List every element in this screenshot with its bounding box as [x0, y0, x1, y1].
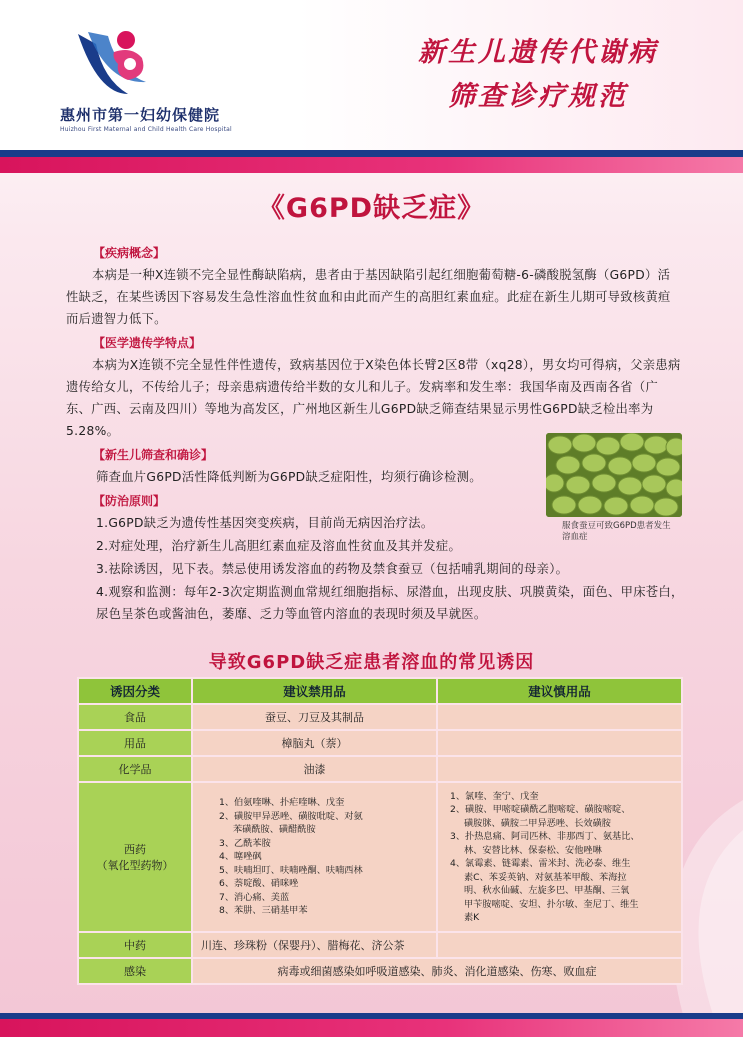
table-header: 建议禁用品 — [192, 678, 437, 704]
table-row — [78, 704, 682, 730]
table-title: 导致G6PD缺乏症患者溶血的常见诱因 — [208, 652, 535, 673]
table-row-infection — [78, 958, 682, 984]
list-item: 2、磺胺甲异恶唑、磺胺吡啶、对氨 — [219, 810, 363, 822]
row-caution — [437, 756, 682, 782]
list-item: 磺胺脒、磺胺二甲异恶唑、长效磺胺 — [464, 817, 611, 829]
main-title: 《G6PD缺乏症》 — [257, 193, 486, 224]
hospital-logo-icon — [68, 24, 158, 102]
list-item: 6、萘啶酸、硝咪唑 — [219, 878, 299, 890]
table-header: 建议慎用品 — [437, 678, 682, 704]
list-item: 林、安替比林、保泰松、安他唑啉 — [464, 844, 602, 856]
hospital-name: 惠州市第一妇幼保健院 — [60, 106, 221, 124]
row-caution — [437, 704, 682, 730]
table-row-western — [78, 782, 682, 932]
list-item: 4、氯霉素、链霉素、雷米封、洗必泰、维生 — [450, 858, 631, 869]
section-heading-screening: 【新生儿筛查和确诊】 — [93, 448, 214, 462]
table-row-tcm — [78, 932, 682, 958]
row-category: 化学品 — [78, 756, 192, 782]
section-heading-prevention: 【防治原则】 — [93, 494, 166, 508]
list-item: 素C、苯妥英钠、对氨基苯甲酸、苯海拉 — [464, 871, 627, 883]
section-body-concept: 本病是一种X连锁不完全显性酶缺陷病，患者由于基因缺陷引起红细胞葡萄糖-6-磷酸脱氢酶（G6PD）活性缺乏，在某些诱因下容易发生急性溶血性贫血和由此而产生的高胆红素血症。此症在新生儿期可导致核黄疸而后遗智力低下。 — [66, 268, 671, 326]
western-banned-cell — [192, 782, 437, 932]
table-header: 诱因分类 — [78, 678, 192, 704]
fava-beans-photo — [546, 433, 682, 517]
causes-table — [77, 677, 683, 985]
list-item: 1、氯喹、奎宁、戊奎 — [450, 790, 539, 802]
row-banned: 蚕豆、刀豆及其制品 — [192, 704, 437, 730]
row-banned: 川连、珍珠粉（保婴丹）、腊梅花、济公茶 — [192, 932, 437, 958]
row-banned: 樟脑丸（萘） — [192, 730, 437, 756]
prevention-item-4: 4.观察和监测：每年2-3次定期监测血常规红细胞指标、尿潜血，出现皮肤、巩膜黄染，面色、甲床苍白，尿色呈茶色或酱油色，萎靡、乏力等血管内溶血的表现时须及早就医。 — [96, 585, 684, 621]
header-stripe-blue — [0, 150, 743, 157]
row-category: 感染 — [78, 958, 192, 984]
list-item: 苯磺酰胺、磺醋酰胺 — [233, 824, 316, 836]
western-sublabel: （氧化型药物） — [96, 859, 174, 872]
prevention-item-2: 2.对症处理，治疗新生儿高胆红素血症及溶血性贫血及其并发症。 — [96, 539, 462, 553]
list-item: 素K — [464, 912, 480, 923]
row-category: 中药 — [78, 932, 192, 958]
list-item: 4、噻唑砜 — [219, 851, 262, 863]
row-banned: 油漆 — [192, 756, 437, 782]
table-row — [78, 730, 682, 756]
list-item: 甲苄胺嘧啶、安坦、扑尔敏、奎尼丁、维生 — [464, 898, 639, 910]
photo-caption: 服食蚕豆可致G6PD患者发生溶血症 — [562, 521, 671, 542]
hospital-name-en: Huizhou First Maternal and Child Health Care Hospital — [60, 126, 232, 133]
list-item: 明、秋水仙碱、左旋多巴、甲基酮、三氧 — [464, 885, 630, 896]
list-item: 2、磺胺、甲嘧啶磺酰乙胞嘧啶、磺胺嘧啶、 — [450, 804, 631, 815]
row-caution — [437, 730, 682, 756]
western-label: 西药 — [124, 843, 146, 856]
section-body-genetics: 本病为X连锁不完全显性伴性遗传，致病基因位于X染色体长臂2区8带（xq28），男女均可得病，父亲患病遗传给女儿，不传给儿子；母亲患病遗传给半数的女儿和儿子。发病率和发生率：我国华南及西南各省（广东、广西、云南及四川）等地为高发区，广州地区新生儿G6PD缺乏筛查结果显示男性G6PD缺乏检出率为5.28%。 — [66, 358, 681, 438]
western-banned-list — [193, 790, 436, 924]
prevention-item-1: 1.G6PD缺乏为遗传性基因突变疾病，目前尚无病因治疗法。 — [96, 516, 434, 530]
row-infection-text: 病毒或细菌感染如呼吸道感染、肺炎、消化道感染、伤寒、败血症 — [192, 958, 682, 984]
header-title-line1: 新生儿遗传代谢病 — [418, 37, 658, 68]
footer-stripe-pink — [0, 1019, 743, 1037]
western-caution-cell — [437, 782, 682, 932]
header-stripe-pink — [0, 157, 743, 173]
western-caution-list — [438, 784, 681, 931]
section-body-screening: 筛查血片G6PD活性降低判断为G6PD缺乏症阳性，均须行确诊检测。 — [96, 470, 482, 484]
list-item: 8、苯肼、三硝基甲苯 — [219, 905, 308, 917]
list-item: 1、伯氨喹啉、扑疟喹啉、戊奎 — [219, 797, 345, 809]
header — [0, 0, 743, 152]
list-item: 7、消心痛、美蓝 — [219, 891, 290, 903]
table-header-row — [78, 678, 682, 704]
table-row — [78, 756, 682, 782]
prevention-item-3: 3.祛除诱因，见下表。禁忌使用诱发溶血的药物及禁食蚕豆（包括哺乳期间的母亲）。 — [96, 562, 569, 576]
row-category: 食品 — [78, 704, 192, 730]
section-heading-concept: 【疾病概念】 — [93, 246, 166, 260]
row-category: 用品 — [78, 730, 192, 756]
row-category-western — [78, 782, 192, 932]
row-caution — [437, 932, 682, 958]
section-heading-genetics: 【医学遗传学特点】 — [93, 336, 202, 350]
list-item: 3、乙酰苯胺 — [219, 837, 271, 849]
list-item: 3、扑热息痛、阿司匹林、非那西丁、氨基比、 — [450, 831, 640, 842]
header-title-line2: 筛查诊疗规范 — [448, 81, 628, 112]
list-item: 5、呋喃坦叮、呋喃唑酮、呋喃西林 — [219, 864, 363, 876]
